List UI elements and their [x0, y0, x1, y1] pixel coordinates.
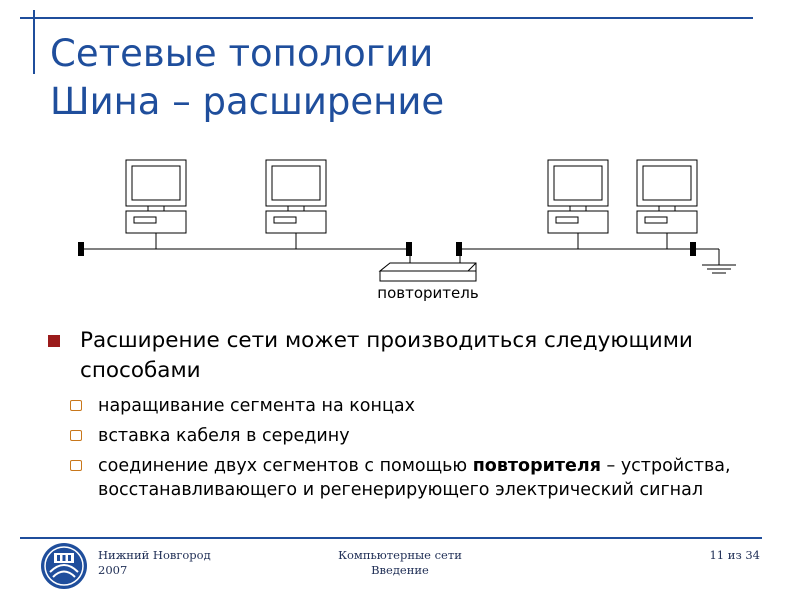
sub-bullet-text: вставка кабеля в середину: [98, 426, 350, 446]
footer-section: Введение: [371, 563, 429, 577]
terminator-left-middle: [406, 242, 412, 256]
sub-bullet-text: [98, 454, 768, 502]
hollow-square-bullet-icon: [70, 430, 82, 441]
computer-icon: [637, 160, 697, 249]
terminator-left-end: [78, 242, 84, 256]
computer-icon: [126, 160, 186, 249]
unn-logo-icon: [40, 542, 88, 590]
sub-bullet-text-before: соединение двух сегментов с помощью: [98, 456, 473, 476]
computer-icon: [548, 160, 608, 249]
title-line-2: Шина – расширение: [50, 80, 445, 123]
repeater-label: повторитель: [377, 284, 479, 302]
hollow-square-bullet-icon: [70, 460, 82, 471]
footer-course: Компьютерные сети: [338, 548, 462, 562]
computer-icon: [266, 160, 326, 249]
footer-center: [330, 548, 470, 578]
sub-bullet: [70, 394, 768, 418]
footer-rule: [20, 537, 762, 539]
square-bullet-icon: [48, 335, 60, 347]
sub-bullet-list: [70, 394, 768, 502]
main-bullet: [48, 326, 768, 386]
sub-bullet-text: наращивание сегмента на концах: [98, 396, 415, 416]
bullet-list: [48, 326, 768, 508]
ground-icon: [694, 249, 736, 273]
main-bullet-text: Расширение сети может производиться следующими способами: [80, 328, 693, 383]
footer-year: 2007: [98, 563, 128, 577]
sub-bullet-text-after: – устройства, восстанавливающего и регенерирующего электрический сигнал: [98, 456, 731, 500]
footer-left: [98, 548, 211, 578]
footer-page-number: [690, 548, 760, 563]
page-number: 11 из 34: [709, 548, 760, 562]
hollow-square-bullet-icon: [70, 400, 82, 411]
footer-city: Нижний Новгород: [98, 548, 211, 562]
sub-bullet-bold-term: повторителя: [472, 456, 601, 476]
sub-bullet: [70, 454, 768, 502]
terminator-right-middle: [456, 242, 462, 256]
title-line-1: Сетевые топологии: [50, 32, 434, 75]
sub-bullet: [70, 424, 768, 448]
